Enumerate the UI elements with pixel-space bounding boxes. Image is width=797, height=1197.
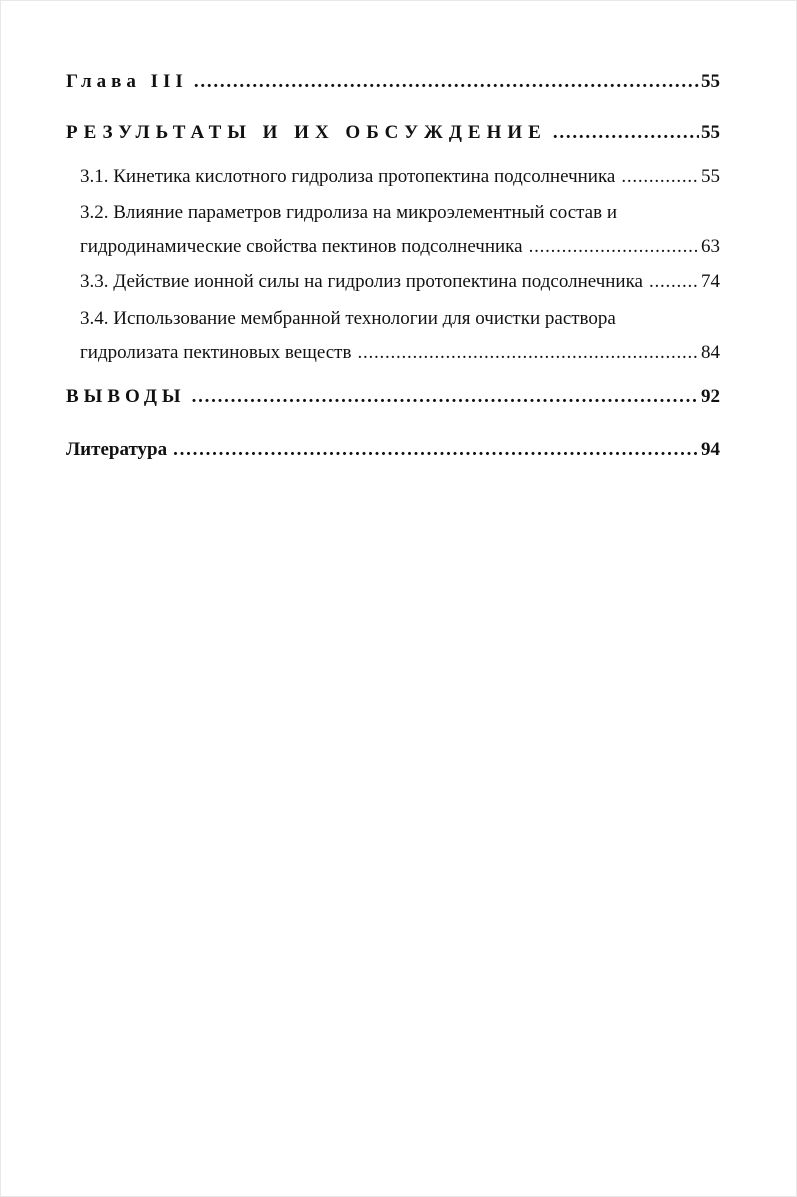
toc-entry-section-3-3 (80, 270, 720, 294)
dot-leader (529, 235, 699, 259)
dot-leader (621, 165, 699, 189)
toc-entry-label: РЕЗУЛЬТАТЫ И ИХ ОБСУЖДЕНИЕ (66, 122, 547, 143)
toc-entry-label: 3.3. Действие ионной силы на гидролиз протопектина подсолнечника (80, 271, 643, 292)
toc-page-number: 92 (701, 386, 720, 407)
toc-entry-label: Глава III (66, 71, 188, 92)
dot-leader (553, 121, 699, 145)
toc-page-number: 94 (701, 439, 720, 460)
toc-page-number: 84 (701, 342, 720, 363)
toc-entry-section-3-2 (80, 235, 720, 259)
toc-entry-label: 3.1. Кинетика кислотного гидролиза протопектина подсолнечника (80, 166, 616, 187)
toc-entry-chapter-3 (66, 70, 720, 94)
dot-leader (194, 70, 699, 94)
toc-entry-conclusions (66, 385, 720, 409)
toc-page-number: 63 (701, 236, 720, 257)
toc-page-number: 55 (701, 71, 720, 92)
toc-entry-section-3-2-line-1: 3.2. Влияние параметров гидролиза на микроэлементный состав и (80, 202, 618, 223)
toc-page-number: 55 (701, 166, 720, 187)
toc-entry-label: Литература (66, 439, 168, 460)
toc-entry-section-3-4-line-1: 3.4. Использование мембранной технологии для очистки раствора (80, 308, 616, 329)
toc-entry-literature (66, 438, 720, 462)
dot-leader (173, 438, 699, 462)
toc-entry-section-3-1 (80, 165, 720, 189)
toc-page-number: 55 (701, 122, 720, 143)
toc-entry-label: ВЫВОДЫ (66, 386, 186, 407)
toc-entry-label: гидролизата пектиновых веществ (80, 342, 352, 363)
toc-entry-label: гидродинамические свойства пектинов подсолнечника (80, 236, 523, 257)
toc-entry-section-3-4 (80, 341, 720, 365)
dot-leader (649, 270, 699, 294)
dot-leader (192, 385, 699, 409)
toc-entry-results (66, 121, 720, 145)
toc-page-number: 74 (701, 271, 720, 292)
dot-leader (357, 341, 699, 365)
